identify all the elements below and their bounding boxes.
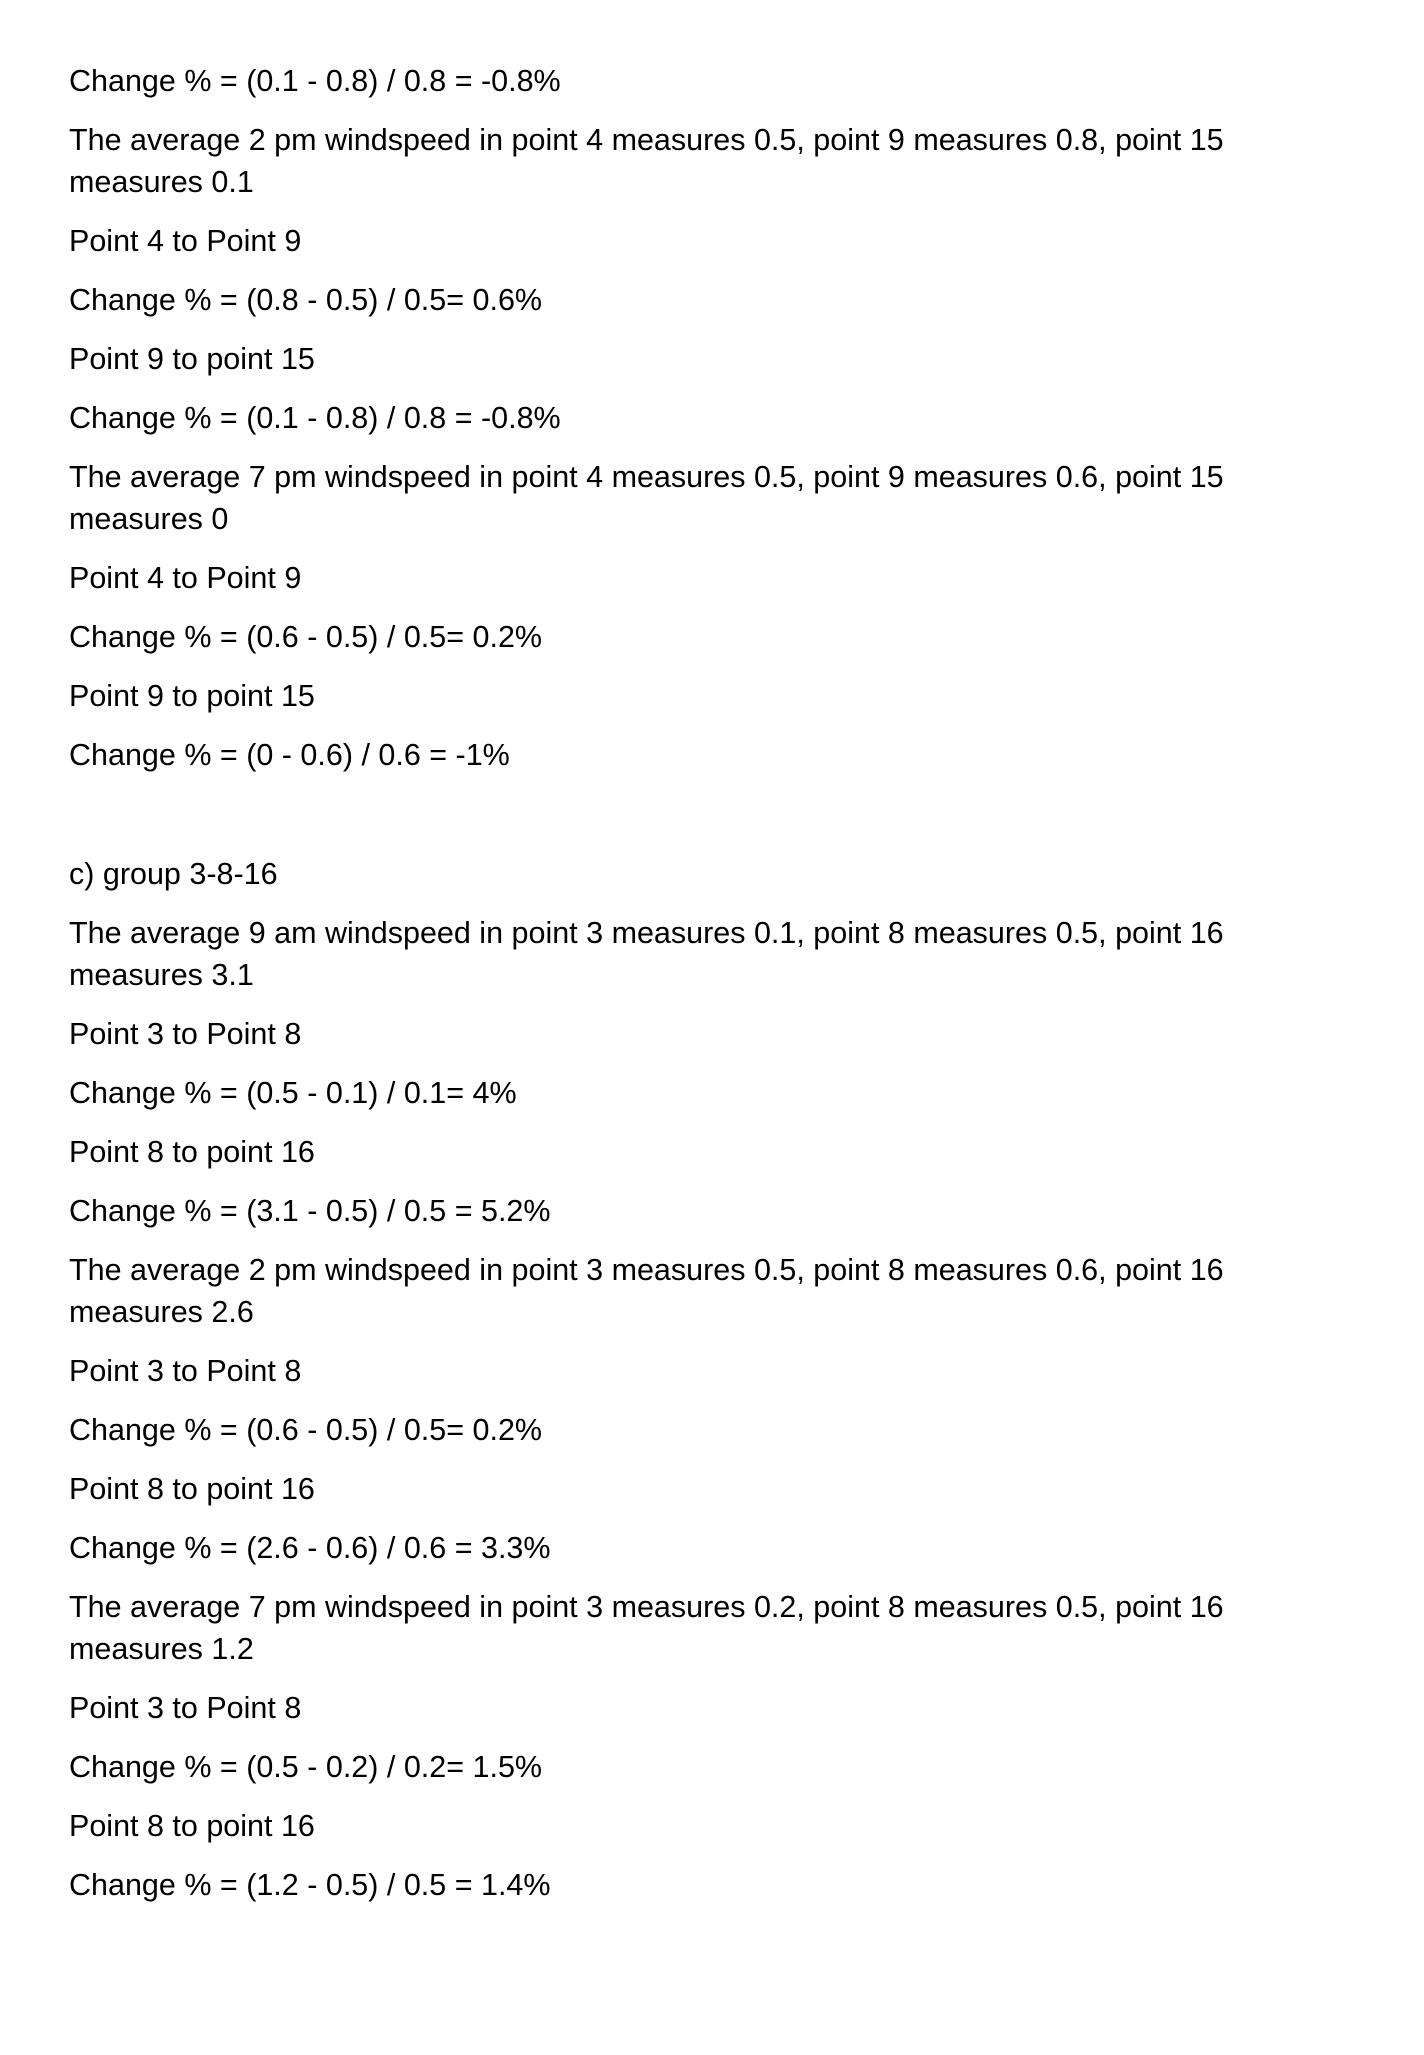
point-pair-heading: Point 3 to Point 8 bbox=[69, 1691, 302, 1725]
change-formula: Change % = (1.2 - 0.5) / 0.5 = 1.4% bbox=[69, 1868, 551, 1902]
change-formula: Change % = (2.6 - 0.6) / 0.6 = 3.3% bbox=[69, 1531, 551, 1565]
change-formula: Change % = (0.8 - 0.5) / 0.5= 0.6% bbox=[69, 283, 543, 317]
point-pair-heading: Point 3 to Point 8 bbox=[69, 1354, 302, 1388]
change-formula: Change % = (0.5 - 0.1) / 0.1= 4% bbox=[69, 1076, 517, 1110]
change-formula: Change % = (3.1 - 0.5) / 0.5 = 5.2% bbox=[69, 1194, 551, 1228]
point-pair-heading: Point 3 to Point 8 bbox=[69, 1017, 302, 1051]
point-pair-heading: Point 9 to point 15 bbox=[69, 342, 315, 376]
point-pair-heading: Point 8 to point 16 bbox=[69, 1809, 315, 1843]
change-formula: Change % = (0.6 - 0.5) / 0.5= 0.2% bbox=[69, 620, 543, 654]
section-spacer bbox=[69, 793, 1269, 853]
point-pair-heading: Point 4 to Point 9 bbox=[69, 224, 302, 258]
document-page bbox=[69, 60, 1269, 1923]
change-formula: Change % = (0.5 - 0.2) / 0.2= 1.5% bbox=[69, 1750, 543, 1784]
change-formula: Change % = (0.1 - 0.8) / 0.8 = -0.8% bbox=[69, 64, 561, 98]
point-pair-heading: Point 8 to point 16 bbox=[69, 1135, 315, 1169]
windspeed-paragraph: The average 2 pm windspeed in point 4 measures 0.5, point 9 measures 0.8, point 15 measures 0.1 bbox=[69, 123, 1224, 199]
point-pair-heading: Point 4 to Point 9 bbox=[69, 561, 302, 595]
section-heading: c) group 3-8-16 bbox=[69, 857, 278, 891]
change-formula: Change % = (0.1 - 0.8) / 0.8 = -0.8% bbox=[69, 401, 561, 435]
windspeed-paragraph: The average 7 pm windspeed in point 4 measures 0.5, point 9 measures 0.6, point 15 measures 0 bbox=[69, 460, 1224, 536]
change-formula: Change % = (0.6 - 0.5) / 0.5= 0.2% bbox=[69, 1413, 543, 1447]
windspeed-paragraph: The average 7 pm windspeed in point 3 measures 0.2, point 8 measures 0.5, point 16 measures 1.2 bbox=[69, 1590, 1224, 1666]
point-pair-heading: Point 8 to point 16 bbox=[69, 1472, 315, 1506]
windspeed-paragraph: The average 9 am windspeed in point 3 measures 0.1, point 8 measures 0.5, point 16 measures 3.1 bbox=[69, 916, 1224, 992]
windspeed-paragraph: The average 2 pm windspeed in point 3 measures 0.5, point 8 measures 0.6, point 16 measures 2.6 bbox=[69, 1253, 1224, 1329]
point-pair-heading: Point 9 to point 15 bbox=[69, 679, 315, 713]
change-formula: Change % = (0 - 0.6) / 0.6 = -1% bbox=[69, 738, 510, 772]
